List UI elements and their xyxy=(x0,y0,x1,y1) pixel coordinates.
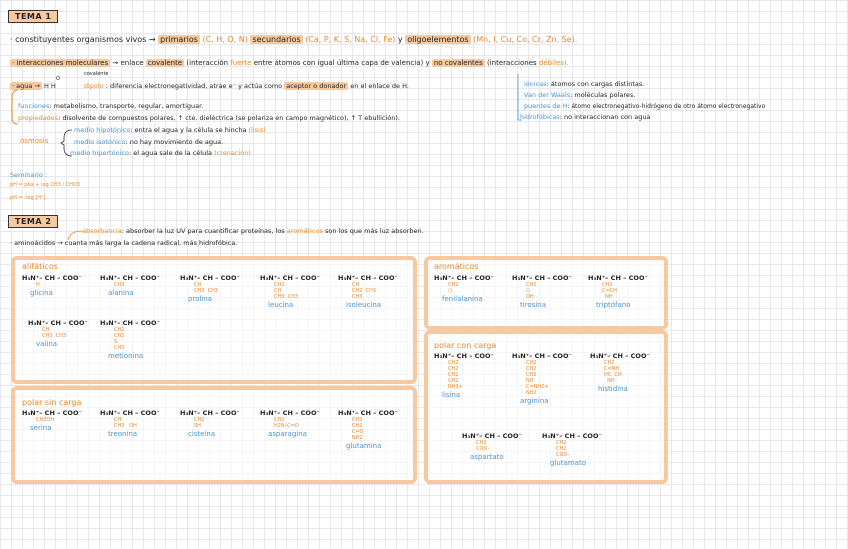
aa-name: asparagina xyxy=(268,430,307,438)
aa-backbone: H₃N⁺– CH – COO⁻ xyxy=(100,409,160,417)
aa-side-chain: CH CH3 OH xyxy=(114,417,137,429)
no-cov-item-hidrofobicas xyxy=(520,113,650,121)
propiedades-line xyxy=(18,114,400,122)
primarios-list: (C, H, O, N) xyxy=(202,35,248,44)
aa-glicina xyxy=(22,274,94,297)
aa-backbone: H₃N⁺– CH – COO⁻ xyxy=(180,274,240,282)
aromaticos-title: aromáticos xyxy=(434,262,479,271)
aa-backbone: H₃N⁺– CH – COO⁻ xyxy=(180,409,240,417)
funciones-desc: : metabolismo, transporte, regular, amortiguar. xyxy=(49,102,204,110)
aa-name: fenilalanina xyxy=(442,295,483,303)
hipotonico-line xyxy=(74,126,266,134)
henderson-fraction: CH3 / CHO3 xyxy=(50,182,80,188)
tema2-title: TEMA 2 xyxy=(8,215,58,228)
aa-histidina xyxy=(590,352,662,393)
agua-label: · agua → xyxy=(12,82,40,90)
puentes-desc: : átomo electronegativo-hidrógeno de otro átomo electronegativo xyxy=(567,103,766,110)
alifaticos-title: alifáticos xyxy=(22,262,58,271)
aa-backbone: H₃N⁺– CH – COO⁻ xyxy=(100,319,160,327)
aa-side-chain: CH3 xyxy=(114,282,125,288)
covalente-highlight: covalente xyxy=(147,59,183,67)
aa-triptofano xyxy=(588,274,660,309)
polar-con-carga-title: polar con carga xyxy=(434,341,497,350)
aa-alanina xyxy=(100,274,172,297)
aa-backbone: H₃N⁺– CH – COO⁻ xyxy=(338,274,398,282)
hipotonico-desc: : entra el agua y la célula se hincha xyxy=(130,126,247,134)
aa-side-chain: CH CH3 CH3 xyxy=(194,282,219,294)
aa-backbone: H₃N⁺– CH – COO⁻ xyxy=(22,409,82,417)
propiedades-label: propiedades xyxy=(18,114,59,122)
absorbancia-desc: : absorber la luz UV para cuantificar proteínas, los xyxy=(121,227,285,235)
aa-backbone: H₃N⁺– CH – COO⁻ xyxy=(260,409,320,417)
aa-side-chain: CH2 SH xyxy=(194,417,205,429)
aa-side-chain: H xyxy=(36,282,40,288)
dipolo-label: dipolo xyxy=(83,82,104,90)
aa-arginina xyxy=(512,352,584,405)
y-connector: y xyxy=(397,35,403,44)
interacciones-line xyxy=(10,59,569,67)
water-formula: H H xyxy=(43,82,56,90)
funciones-line xyxy=(18,102,203,110)
aa-backbone: H₃N⁺– CH – COO⁻ xyxy=(22,274,82,282)
henderson-main: pH = pKa + log xyxy=(10,182,49,188)
aa-name: glutamato xyxy=(550,459,586,467)
aa-glutamato xyxy=(542,432,614,467)
ionicas-desc: : átomos con cargas distintas. xyxy=(546,80,645,88)
aa-backbone: H₃N⁺– CH – COO⁻ xyxy=(434,274,494,282)
aa-side-chain: CH2 CH2 CH2 CH2 NH3+ xyxy=(448,360,463,390)
aa-side-chain: CH CH3 CH3 xyxy=(42,327,67,339)
absorbancia-line xyxy=(82,227,424,235)
oligo-list: (Mn, I, Cu, Co, Cr, Zn, Se). xyxy=(473,35,578,44)
aa-backbone: H₃N⁺– CH – COO⁻ xyxy=(542,432,602,440)
henderson-formula xyxy=(10,182,80,188)
oxygen-label: O xyxy=(56,76,60,82)
aa-valina xyxy=(28,319,100,348)
seminario-label: Seminario : xyxy=(10,171,48,179)
primarios-highlight: primarios xyxy=(160,35,198,44)
hidrofobicas-label: hidrofóbicas xyxy=(520,113,560,121)
osmosis-label: ósmosis xyxy=(20,137,49,145)
lisis-tag: (lisis) xyxy=(248,126,266,134)
aa-side-chain: CH2 COO- xyxy=(476,440,490,452)
aa-isoleucina xyxy=(338,274,410,309)
secundarios-highlight: secundarios xyxy=(252,35,301,44)
aa-name: treonina xyxy=(108,430,138,438)
interacciones-arrow: → enlace xyxy=(112,59,144,67)
aa-serina xyxy=(22,409,94,432)
aa-treonina xyxy=(100,409,172,438)
aa-name: valina xyxy=(36,340,58,348)
aa-backbone: H₃N⁺– CH – COO⁻ xyxy=(512,352,572,360)
aa-name: metionina xyxy=(108,352,144,360)
secundarios-list: (Ca, P, K, S, Na, Cl, Fe) xyxy=(305,35,396,44)
covalente-tag: covalente xyxy=(84,71,109,77)
hipertonico-line xyxy=(70,149,251,157)
crenacion-tag: (crenación) xyxy=(214,149,251,157)
aa-side-chain: CH2 CH2 CH2 NH C=NH2+ NH2 xyxy=(526,360,549,396)
aa-asparagina xyxy=(260,409,332,438)
dipolo-end: en el enlace de H. xyxy=(350,82,409,90)
no-cov-desc: (interacciones xyxy=(487,59,537,67)
no-cov-item-puentes xyxy=(524,102,765,110)
aa-side-chain: CH2 CH2 COO- xyxy=(556,440,570,458)
polar-sin-carga-title: polar sin carga xyxy=(22,398,82,407)
isotonico-label: medio isotónico xyxy=(74,138,126,146)
aa-fenilalanina xyxy=(434,274,506,303)
aa-side-chain: CH2 ⬡ OH xyxy=(526,282,537,300)
hipotonico-label: medio hipotónico xyxy=(74,126,131,134)
aa-tirosina xyxy=(512,274,584,309)
puentes-label: puentes de H xyxy=(524,102,568,110)
aa-backbone: H₃N⁺– CH – COO⁻ xyxy=(338,409,398,417)
aa-side-chain: CH2 C=CH NH xyxy=(602,282,617,300)
aa-side-chain: CH2 CH2 S CH3 xyxy=(114,327,125,351)
dipolo-desc: : diferencia electronegatividad, atrae e⁻ y actúa como xyxy=(105,82,283,90)
aa-backbone: H₃N⁺– CH – COO⁻ xyxy=(590,352,650,360)
aa-metionina xyxy=(100,319,172,360)
aa-name: prolina xyxy=(188,295,213,303)
no-cov-item-vdw xyxy=(524,91,635,99)
aa-side-chain: CH2 C=NH HC CH NH xyxy=(604,360,622,384)
aa-backbone: H₃N⁺– CH – COO⁻ xyxy=(260,274,320,282)
no-covalentes-highlight: no covalentes xyxy=(433,59,483,67)
aa-name: alanina xyxy=(108,289,134,297)
ph-formula: pH = -log [H⁺] xyxy=(10,195,46,201)
agua-line xyxy=(10,82,409,90)
aa-backbone: H₃N⁺– CH – COO⁻ xyxy=(512,274,572,282)
hipertonico-desc: : el agua sale de la célula xyxy=(129,149,213,157)
aceptor-highlight: aceptor o donador xyxy=(286,82,347,90)
aa-name: lisina xyxy=(442,391,461,399)
propiedades-desc: : disolvente de compuestos polares, ↑ cte. dieléctrica (se polariza en campo magnético), ↑ T ebullición). xyxy=(58,114,400,122)
interaccion-desc-end: entre átomos con igual última capa de valencia) xyxy=(253,59,424,67)
aa-name: triptófano xyxy=(596,301,631,309)
debiles-word: débiles). xyxy=(538,59,569,67)
aa-name: arginina xyxy=(520,397,549,405)
aa-leucina xyxy=(260,274,332,309)
aa-side-chain: CH2 CH CH3 CH3 xyxy=(274,282,299,300)
aa-side-chain: CH2 H2N–C=O xyxy=(274,417,299,429)
aa-aspartato xyxy=(462,432,534,461)
vdw-desc: : moléculas polares. xyxy=(570,91,636,99)
aa-name: tirosina xyxy=(520,301,547,309)
isotonico-line xyxy=(74,138,223,146)
aa-lisina xyxy=(434,352,506,399)
aminoacidos-line: · aminoácidos → cuanta más larga la cadena radical, más hidrofóbica. xyxy=(10,239,238,247)
aa-side-chain: CH2 CH2 C=O NH2 xyxy=(352,417,364,441)
absorbancia-end: son los que más luz absorben. xyxy=(324,227,424,235)
aa-side-chain: CH2OH xyxy=(36,417,55,423)
ionicas-label: iónicas xyxy=(524,80,547,88)
aa-backbone: H₃N⁺– CH – COO⁻ xyxy=(462,432,522,440)
aa-backbone: H₃N⁺– CH – COO⁻ xyxy=(28,319,88,327)
isotonico-desc: : no hay movimiento de agua. xyxy=(125,138,224,146)
aa-side-chain: CH2 ⬡ xyxy=(448,282,459,294)
hipertonico-label: medio hipertónico xyxy=(70,149,130,157)
interaccion-desc-start: (interacción xyxy=(186,59,229,67)
aa-backbone: H₃N⁺– CH – COO⁻ xyxy=(100,274,160,282)
aa-name: aspartato xyxy=(470,453,504,461)
aa-prolina xyxy=(180,274,252,303)
y-connector-2: y xyxy=(425,59,430,67)
aa-name: isoleucina xyxy=(346,301,382,309)
aa-cisteina xyxy=(180,409,252,438)
constituyentes-line xyxy=(10,35,577,44)
interacciones-highlight: · interacciones moleculares xyxy=(12,59,109,67)
oligo-highlight: oligoelementos xyxy=(407,35,469,44)
fuerte-word: fuerte xyxy=(230,59,252,67)
aa-side-chain: CH CH2 CH3 CH3 xyxy=(352,282,377,300)
aa-name: leucina xyxy=(268,301,294,309)
absorbancia-label: absorbancia xyxy=(82,227,122,235)
aa-name: cisteína xyxy=(188,430,216,438)
hidrofobicas-desc: : no interaccionan con agua xyxy=(559,113,651,121)
vdw-label: Van der Waals xyxy=(524,91,571,99)
aa-glutamina xyxy=(338,409,410,450)
no-cov-item-ionicas xyxy=(524,80,644,88)
aa-name: glicina xyxy=(30,289,53,297)
constituyentes-prefix: · constituyentes organismos vivos → xyxy=(10,35,156,44)
aa-name: glutamina xyxy=(346,442,382,450)
tema1-title: TEMA 1 xyxy=(8,10,58,23)
aa-name: serina xyxy=(30,424,52,432)
aa-backbone: H₃N⁺– CH – COO⁻ xyxy=(434,352,494,360)
aromaticos-word: aromáticos xyxy=(286,227,323,235)
funciones-label: funciones xyxy=(18,102,50,110)
aa-name: histidina xyxy=(598,385,628,393)
aa-backbone: H₃N⁺– CH – COO⁻ xyxy=(588,274,648,282)
agua-bracket-icon xyxy=(8,88,22,128)
